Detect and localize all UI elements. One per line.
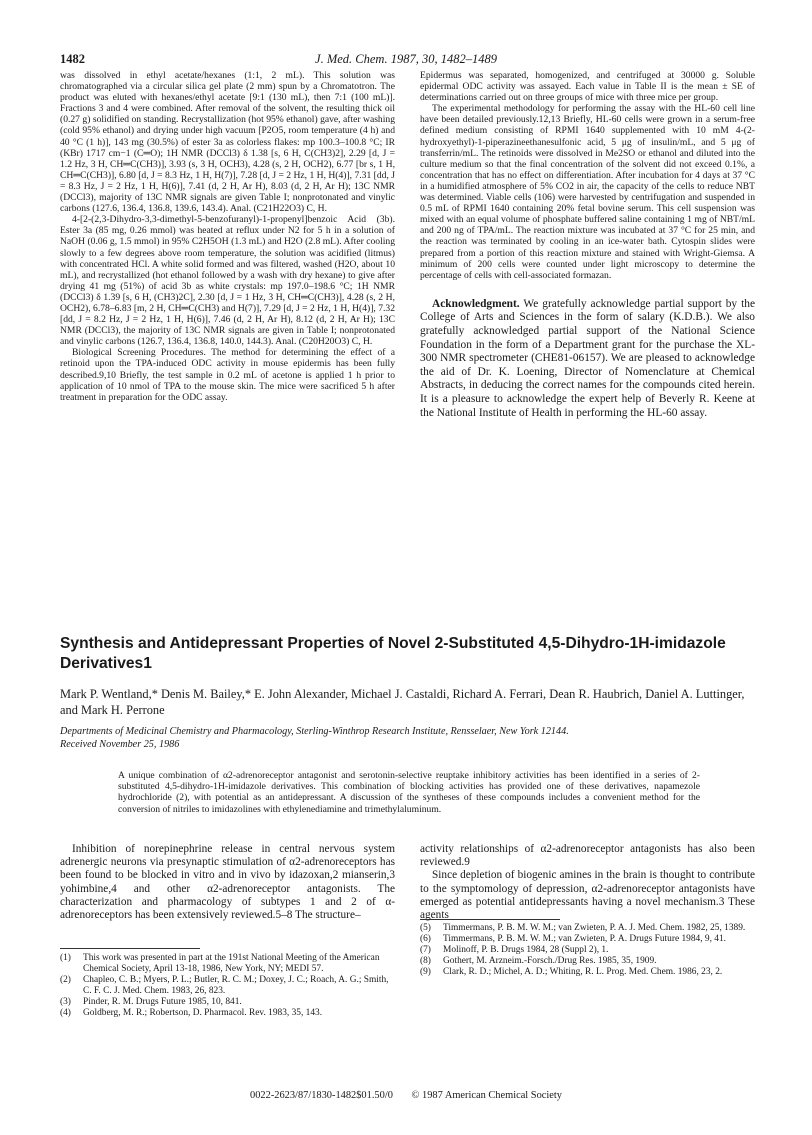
- footnote-text: Chapleo, C. B.; Myers, P. L.; Butler, R. C. M.; Doxey, J. C.; Roach, A. G.; Smith, C. F. C. J. Med. Chem. 1983, 26, 823.: [83, 975, 389, 997]
- footnote: [420, 923, 755, 934]
- intro-left-column: [60, 843, 395, 922]
- footnote-number: (1): [60, 953, 71, 963]
- footnote-number: (4): [60, 1008, 71, 1019]
- footnote-text: Pinder, R. M. Drugs Future 1985, 10, 841.: [83, 997, 242, 1008]
- footnote-number: (9): [420, 967, 431, 978]
- paragraph: Since depletion of biogenic amines in the brain is thought to contribute to the symptomology of depression, α2-adrenoreceptor antagonists have emerged as potential antidepressants having a novel mechanism.3 These agents: [420, 869, 755, 922]
- acknowledgment-label: Acknowledgment.: [432, 297, 520, 310]
- paragraph: The experimental methodology for performing the assay with the HL-60 cell line have been detailed previously.12,13 Briefly, HL-60 cells were grown in a serum-free defined medium consisting of RPMI 1640 supplemented with 10 mM 4-(2-hydroxyethyl)-1-piperazineethanesulfonic acid, 5 μg of insulin/mL, and 5 μg of transferrin/mL. The retinoids were dissolved in Me2SO or ethanol and diluted into the culture medium so that the final concentration of the solvent did not exceed 0.1%, a concentration that has no effect on differentiation. After incubation for 4 days at 37 °C in a humidified atmosphere of 5% CO2 in air, the capacity of the cells to reduce NBT was determined. Viable cells (106) were harvested by centrifugation and suspended in 0.5 mL of RPMI 1640 containing 20% fetal bovine serum. This cell suspension was mixed with an equal volume of phosphate buffered saline containing 1 mg of NBT/mL and 200 ng of TPA/mL. The reaction mixture was incubated at 37 °C for 25 min, and the reaction was terminated by cooling in an ice-water bath. Cytospin slides were prepared from a portion of this reaction mixture and stained with Wright-Giemsa. A minimum of 200 cells were counted under light microscopy to determine the percentage of cells with cell-associated formazan.: [420, 103, 755, 281]
- biological-procedures-column: [420, 70, 755, 420]
- footnote-rule: [420, 919, 560, 920]
- footnote-text: Clark, R. D.; Michel, A. D.; Whiting, R. L. Prog. Med. Chem. 1986, 23, 2.: [443, 967, 723, 978]
- footnote: [420, 934, 755, 945]
- footnote-number: (8): [420, 956, 431, 967]
- page-header: [60, 52, 752, 68]
- footnote-number: (6): [420, 934, 431, 945]
- page-number: 1482: [60, 52, 85, 66]
- article-title: Synthesis and Antidepressant Properties of Novel 2-Substituted 4,5-Dihydro-1H-imidazole Derivatives1: [60, 635, 726, 672]
- paragraph: was dissolved in ethyl acetate/hexanes (1:1, 2 mL). This solution was chromatographed via a circular silica gel plate (2 mm) spun by a Chromatotron. The product was eluted with hexanes/ethyl acetate [9:1 (130 mL), then 7:1 (100 mL)]. Fractions 3 and 4 were combined. After removal of the solvent, the resulting thick oil (0.27 g) solidified on standing. Recrystallization (hot 95% ethanol) gave, after washing (cold 95% ethanol) and drying under high vacuum [P2O5, room temperature (4 h) and 40 °C (1 h)], 143 mg (30.5%) of ester 3a as colorless flakes: mp 100.3–100.8 °C; IR (KBr) 1717 cm−1 (C═O); 1H NMR (DCCl3) δ 1.38 [s, 6 H, C(CH3)2], 2.29 [d, J = 1.2 Hz, 3 H, CH═C(CH3)], 3.93 (s, 3 H, OCH3), 4.28 (s, 2 H, OCH2), 6.77 [br s, 1 H, CH═C(CH3)], 6.80 [d, J = 8.3 Hz, 1 H, H(7)], 7.28 [d, J = 2 Hz, 1 H, H(4)], 7.31 [dd, J = 8.3 Hz, J = 2 Hz, 1 H, H(6)], 7.41 (d, 2 H, Ar H), 8.03 (d, 2 H, Ar H); 13C NMR (DCCl3), majority of 13C NMR signals are given Table I; nonprotonated and vinylic carbons (127.6, 136.4, 136.8, 139.6, 143.4). Anal. (C21H22O3) C, H.: [60, 70, 395, 215]
- article-authors: Mark P. Wentland,* Denis M. Bailey,* E. John Alexander, Michael J. Castaldi, Richard A. Ferrari, Dean R. Haubrich, Daniel A. Luttinger, and Mark H. Perrone: [60, 687, 745, 717]
- page-footer: [0, 1090, 812, 1101]
- paragraph: Epidermus was separated, homogenized, and centrifuged at 30000 g. Soluble epidermal ODC activity was assayed. Each value in Table II is the mean ± SE of determinations carried out on three groups of mice with three mice per group.: [420, 70, 755, 104]
- article-code: 0022-2623/87/1830-1482$01.50/0: [250, 1090, 393, 1101]
- footnote-text: Gothert, M. Arzneim.-Forsch./Drug Res. 1985, 35, 1909.: [443, 956, 657, 967]
- footnote-text: Molinoff, P. B. Drugs 1984, 28 (Suppl 2), 1.: [443, 945, 609, 956]
- footnotes-left: [60, 953, 395, 1020]
- running-head: J. Med. Chem. 1987, 30, 1482–1489: [315, 52, 497, 66]
- footnote-number: (3): [60, 997, 71, 1008]
- author-affiliation: [60, 726, 760, 751]
- footnote: [60, 1008, 395, 1019]
- abstract: A unique combination of α2-adrenoreceptor antagonist and serotonin-selective reuptake inhibitory activities has been identified in a series of 2-substituted 4,5-dihydro-1H-imidazole derivatives. This combination of blocking activities has provided one of these derivatives, napamezole hydrochloride (2), with potential as an antidepressant. A discussion of the syntheses of these compounds includes a convenient method for the conversion of nitriles to imidazolines with ethylenediamine and trimethylaluminum.: [118, 770, 700, 815]
- acknowledgment: [420, 298, 755, 420]
- footnote-number: (7): [420, 945, 431, 956]
- footnote-number: (5): [420, 923, 431, 933]
- paragraph: Biological Screening Procedures. The method for determining the effect of a retinoid upon the TPA-induced ODC activity in mouse epidermis has been fully described.9,10 Briefly, the test sample in 0.2 mL of acetone is applied 1 h prior to application of 10 nmol of TPA to the mouse skin. The mice were sacrificed 5 h after treatment in preparation for the ODC assay.: [60, 347, 395, 403]
- footnote: [420, 945, 755, 956]
- copyright-notice: © 1987 American Chemical Society: [411, 1090, 562, 1101]
- acknowledgment-text: We gratefully acknowledge partial support by the College of Arts and Sciences in the form of salary (K.D.B.). We also gratefully acknowledged partial support of the National Science Foundation in the form of a Department grant for the purchase the XL-300 NMR spectrometer (CHE81-06157). We are pleased to acknowledge the aid of Dr. K. Loening, Director of Nomenclature at Chemical Abstracts, in deducing the correct names for the compounds cited herein. It is a pleasure to acknowledge the expert help of Beverly R. Keene at the National Institute of Health in performing the HL-60 assay.: [420, 297, 755, 419]
- intro-right-column: [420, 843, 755, 922]
- experimental-continued-column: [60, 70, 395, 403]
- footnote-text: Goldberg, M. R.; Robertson, D. Pharmacol. Rev. 1983, 35, 143.: [83, 1008, 323, 1019]
- footnote-number: (2): [60, 975, 71, 986]
- paragraph: activity relationships of α2-adrenoreceptor antagonists has also been reviewed.9: [420, 843, 755, 869]
- footnote: [420, 956, 755, 967]
- footnote-text: Timmermans, P. B. M. W. M.; van Zwieten, P. A. Drugs Future 1984, 9, 41.: [443, 934, 726, 945]
- footnote: [60, 953, 395, 975]
- received-date: Received November 25, 1986: [60, 738, 180, 750]
- footnote: [60, 975, 395, 997]
- footnotes-right: [420, 923, 755, 978]
- footnote: [420, 967, 755, 978]
- footnote-rule: [60, 948, 200, 949]
- affiliation-text: Departments of Medicinal Chemistry and Pharmacology, Sterling-Winthrop Research Institute, Rensselaer, New York 12144.: [60, 726, 569, 737]
- paragraph: Inhibition of norepinephrine release in central nervous system adrenergic neurons via presynaptic stimulation of α2-adrenoreceptors has been found to be blocked in vitro and in vivo by idazoxan,2 mianserin,3 yohimbine,4 and other α2-adrenoreceptor antagonists. The characterization and pharmacology of subtypes 1 and 2 of α-adrenoreceptors has been extensively reviewed.5–8 The structure–: [60, 843, 395, 922]
- footnote-text: Timmermans, P. B. M. W. M.; van Zwieten, P. A. J. Med. Chem. 1982, 25, 1389.: [443, 923, 746, 933]
- footnote: [60, 997, 395, 1008]
- footnote-text: This work was presented in part at the 191st National Meeting of the American Chemical Society, April 13-18, 1986, New York, NY; MEDI 57.: [83, 953, 380, 975]
- paragraph: 4-[2-(2,3-Dihydro-3,3-dimethyl-5-benzofuranyl)-1-propenyl]benzoic Acid (3b). Ester 3a (85 mg, 0.26 mmol) was heated at reflux under N2 for 5 h in a solution of NaOH (0.06 g, 1.5 mmol) in 95% C2H5OH (1.3 mL) and H2O (2.8 mL). After cooling slowly to a few degrees above room temperature, the solution was acidified (litmus) with concentrated HCl. A white solid formed and was filtered, washed (H2O, about 10 mL), and recrystallized (hot ethanol followed by a wash with dry hexane) to give after drying 41 mg (51%) of acid 3b as white crystals: mp 197.0–198.6 °C; 1H NMR (DCCl3) δ 1.39 [s, 6 H, (CH3)2C], 2.30 [d, J = 1 Hz, 3 H, CH═C(CH3)], 4.28 (s, 2 H, OCH2), 6.78–6.83 [m, 2 H, CH═C(CH3) and H(7)], 7.29 [d, J = 2 Hz, 1 H, H(4)], 7.32 [dd, J = 8.2 Hz, J = 2 Hz, 1 H, H(6)], 7.46 (d, 2 H, Ar H), 8.12 (d, 2 H, Ar H); 13C NMR (DCCl3), the majority of 13C NMR signals are given in Table I; nonprotonated and vinylic carbons (126.7, 136.4, 136.8, 140.0, 144.3). Anal. (C20H20O3) C, H.: [60, 214, 395, 348]
